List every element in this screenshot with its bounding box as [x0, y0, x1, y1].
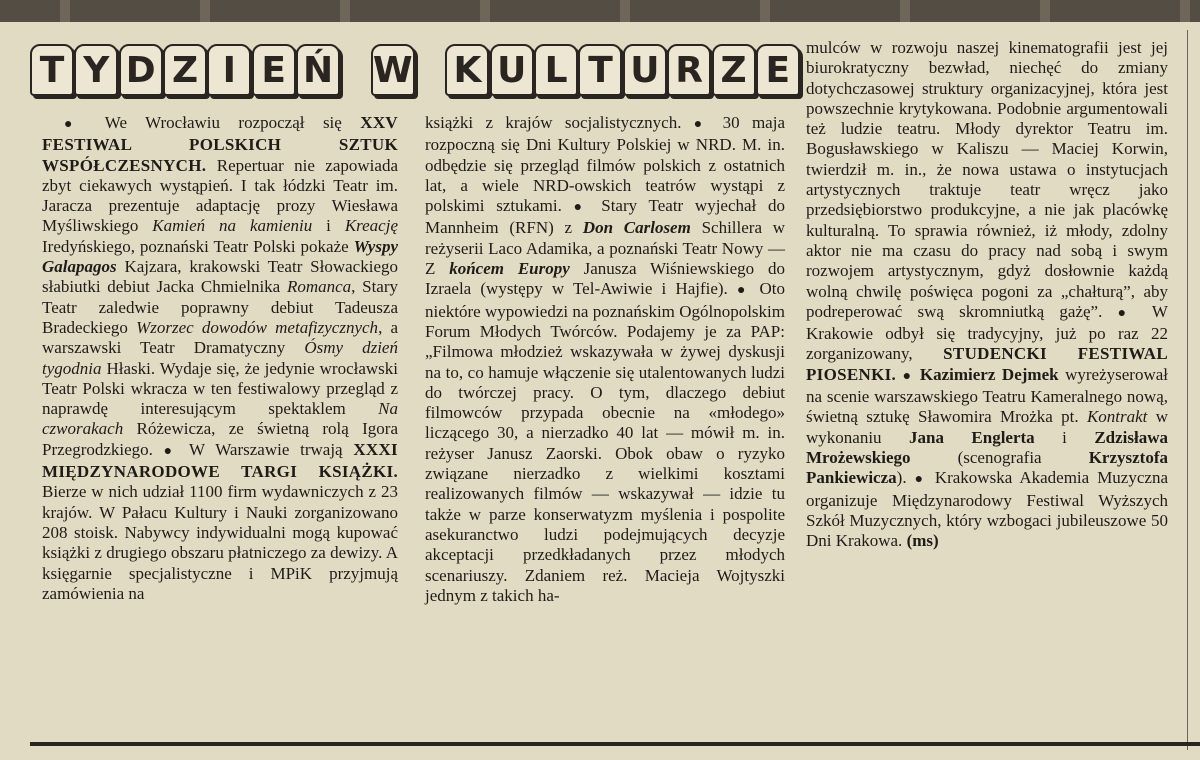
bullet-icon: ● [902, 368, 914, 384]
paragraph [42, 113, 398, 604]
bullet-icon: ● [736, 283, 751, 299]
title-letter: U [490, 44, 534, 96]
work-title: Don Carlosem [582, 218, 691, 238]
person-name: Jana Englerta [909, 427, 1035, 447]
text: ). [896, 468, 915, 488]
text: Oto niektóre wypowiedzi na poznańskim Ogólnopolskim Forum Młodych Twórców. Podajemy je za PAP: „Filmowa młodzież wskazywała w żywej dyskusji na to, co hamuje włączenie się utalentowanych ludzi do twórczej pracy. O tym, dlaczego debiut filmowców przypada obecnie na «młodego» liczącego 30, a nierzadko 40 lat — mówił m. in. reżyser Janusz Zaorski. Obok obaw o ryzyko związane nierzadko z wielkimi kosztami realizowanych filmów — wskazywał — idzie tu także w parze konserwatyzm myślenia i pospolite asekuranctwo ludzi podejmujących decyzje akceptacji przedkładanych przez młodych scenariuszy. Zdaniem reż. Macieja Wojtyszki jednym z takich ha- [425, 279, 785, 605]
bullet-icon: ● [163, 443, 179, 459]
work-title: Na czworakach [42, 399, 398, 439]
text: (scenografia [910, 447, 1089, 467]
text: Schillera w reżyserii Laco Adamika, a poznański Teatr Nowy — Z [425, 218, 785, 279]
text: Janusza Wiśniewskiego do Izraela (występy w Tel-Awiwie i Hajfie). [425, 259, 785, 299]
text: 30 maja rozpoczną się Dni Kultury Polskiej w NRD. M. in. odbędzie się przegląd filmów polskich z ostatnich lat, a wiele NRD-owskich teatrów wystąpi z polskimi sztukami. [425, 113, 785, 216]
title-letter: E [756, 44, 800, 96]
title-letter: T [30, 44, 74, 96]
event-name: XXXI MIĘDZYNARODOWE TARGI KSIĄŻKI. [42, 439, 398, 482]
work-title: Ósmy dzień tygodnia [42, 338, 398, 378]
text: , a warszawski Teatr Dramatyczny [42, 317, 399, 358]
work-title: Kontrakt [1086, 407, 1148, 427]
title-letter: K [445, 44, 489, 96]
title-letter: Z [712, 44, 756, 96]
text: Różewicza, ze świetną rolą Igora Przegrodzkiego. [42, 419, 398, 459]
column-1 [42, 113, 398, 604]
top-border-band [0, 0, 1200, 22]
article-title [30, 40, 800, 100]
text: Bierze w nich udział 1100 firm wydawniczych z 23 krajów. W Pałacu Kultury i Nauki zorganizowano 208 stoisk. Nabywcy indywidualni mogą kupować książki z drugiego obszaru płatniczego za dewizy. A księgarnie specjalistyczne i MPiK przyjmują zamówienia na [42, 482, 398, 603]
text: W Warszawie trwają [178, 439, 354, 459]
title-letter: Z [163, 44, 207, 96]
work-title: Wzorzec dowodów metafizycznych [136, 317, 379, 337]
title-letter: Ń [296, 44, 340, 96]
bullet-icon: ● [1117, 305, 1137, 321]
event-name: STUDENCKI FESTIWAL PIOSENKI. [806, 344, 1168, 384]
work-title: Wyspy Galapagos [42, 236, 398, 277]
text: i [312, 216, 345, 236]
title-letter: D [119, 44, 163, 96]
bullet-icon: ● [573, 200, 590, 216]
title-letter: R [667, 44, 711, 96]
bullet-icon: ● [64, 117, 87, 132]
work-title: Kamień na kamieniu [152, 216, 313, 236]
text: Kajzara, krakowski Teatr Słowackiego słabiutki debiut Jacka Chmielnika [42, 257, 398, 297]
paragraph [806, 38, 1168, 551]
event-name: XXV FESTIWAL POLSKICH SZTUK WSPÓŁCZESNYCH. [42, 113, 398, 175]
text: , Stary Teatr zaledwie poprawny debiut Tadeusza Bradeckiego [42, 277, 398, 337]
author-signature: (ms) [906, 531, 939, 551]
text: książki z krajów socjalistycznych. [425, 113, 694, 132]
text: We Wrocławiu rozpoczął się [86, 113, 361, 132]
paragraph [425, 113, 785, 606]
title-letter: U [623, 44, 667, 96]
title-letter: L [534, 44, 578, 96]
text: i [1034, 427, 1095, 447]
column-2 [425, 113, 785, 606]
title-letter: W [371, 44, 415, 96]
text: wyreżyserował na scenie warszawskiego Teatru Kameralnego nową, świetną sztukę Sławomira Mrożka pt. [806, 364, 1168, 427]
work-title: Kreację [344, 216, 398, 236]
bottom-rule [30, 742, 1200, 746]
work-title: końcem Europy [449, 259, 570, 279]
work-title: Romanca [286, 277, 352, 297]
text: W Krakowie odbył się tradycyjny, już po raz 22 zorganizowany, [806, 301, 1168, 364]
column-rule [1187, 30, 1188, 750]
text: Krakowska Akademia Muzyczna organizuje Międzynarodowy Festiwal Wyższych Szkół Muzycznych, który wzbogaci jubileuszowe 50 Dni Krakowa. [806, 468, 1168, 551]
bullet-icon: ● [914, 472, 927, 488]
person-name: Kazimierz Dejmek [919, 364, 1059, 384]
column-3 [806, 38, 1168, 551]
person-name: Krzysztofa Pankiewicza [806, 447, 1168, 488]
title-letter: I [207, 44, 251, 96]
text: Hłaski. Wydaje się, że jedynie wrocławski Teatr Polski wkracza w ten festiwalowy przegląd z naprawdę interesującym spektaklem [42, 358, 398, 419]
bullet-icon: ● [693, 117, 711, 132]
title-letter: E [252, 44, 296, 96]
person-name: Zdzisława Mrożewskiego [806, 427, 1168, 467]
title-letter: Y [74, 44, 118, 96]
text: Iredyńskiego, poznański Teatr Polski pokaże [42, 236, 354, 256]
text: Stary Teatr wyjechał do Mannheim (RFN) z [425, 196, 785, 238]
text: mulców w rozwoju naszej kinematografii jest jej biurokratyczny bezwład, niechęć do zmiany dotychczasowej struktury organizacyjnej, która jest powszechnie krytykowana. Podobnie argumentowali też ludzie teatru. Młody dyrektor Teatru im. Bogusławskiego w Kaliszu — Maciej Korwin, twierdził m. in., że nowa ustawa o instytucjach artystycznych traktuje teatr wręcz jako przedsiębiorstwo produkcyjne, a nie jak placówkę kulturalną. To sprawia również, iż młody, zdolny aktor nie ma czasu do pracy nad sobą i swym rozwojem artystycznym, gdyż dosłownie każdą wolną chwilę poświęca pogoni za „chałturą”, aby podreperować swą skromniutką gażę”. [806, 38, 1168, 321]
title-letter: T [578, 44, 622, 96]
text: Repertuar nie zapowiada zbyt ciekawych wystąpień. I tak łódzki Teatr im. Jaracza prezentuje adaptację prozy Wiesława Myśliwskiego [42, 155, 398, 236]
text: w wykonaniu [806, 407, 1169, 447]
